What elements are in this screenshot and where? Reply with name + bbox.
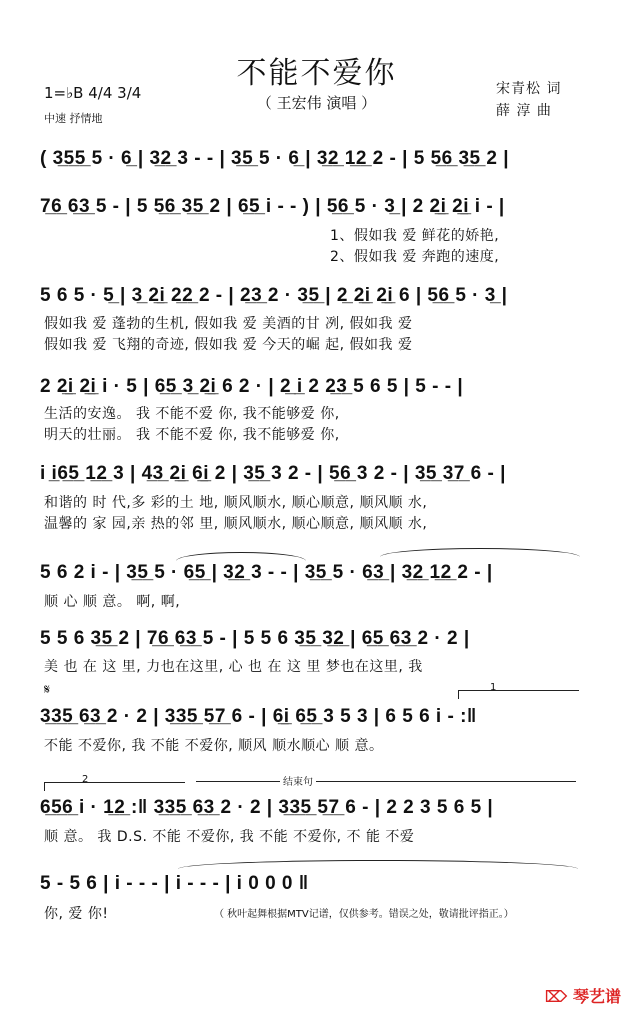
score-row-2-lyrics-verse1: 1、假如我 爱 鲜花的娇艳, bbox=[330, 228, 500, 244]
score-row-6-lyrics: 顺 心 顺 意。 啊, 啊, bbox=[44, 594, 181, 610]
volta-1-bracket bbox=[458, 690, 579, 699]
coda-line bbox=[196, 781, 576, 782]
coda-label: 结束句 bbox=[280, 773, 316, 788]
segno-sign: 𝄋 bbox=[44, 682, 51, 698]
score-row-1-notes: ( 3̲5̲5̲ 5 · 6̲ | 3̲2̲ 3 - - | 3̲5̲ 5 · 6̲ | 3̲2̲ 1̲2̲ 2 - | 5 5̲6̲ 3̲5̲ 2 | bbox=[40, 148, 510, 169]
score-row-9-notes: 6̲5̲6̲ i · 1̲2̲ :‖ 3̲3̲5̲ 6̲3̲ 2 · 2 | 3̲3̲5̲ 5̲7̲ 6 - | 2 2 3 5 6 5 | bbox=[40, 797, 494, 818]
transcription-note: （ 秋叶起舞根据MTV记谱，仅供参考。错误之处，敬请批评指正。） bbox=[214, 909, 514, 920]
slur-ah-2 bbox=[380, 548, 580, 557]
score-row-4-lyrics-verse1: 生活的安逸。 我 不能不爱 你, 我不能够爱 你, bbox=[44, 406, 340, 422]
score-row-5-lyrics-verse2: 温馨的 家 园,亲 热的邻 里, 顺风顺水, 顺心顺意, 顺风顺 水, bbox=[44, 516, 428, 532]
composer-credit: 薛 淳 曲 bbox=[496, 103, 552, 119]
tempo-marking: 中速 抒情地 bbox=[44, 112, 103, 125]
score-row-8-lyrics: 不能 不爱你, 我 不能 不爱你, 顺风 顺水顺心 顺 意。 bbox=[44, 738, 384, 754]
song-title: 不能不爱你 bbox=[236, 56, 397, 91]
score-row-3-lyrics-verse1: 假如我 爱 蓬勃的生机, 假如我 爱 美酒的甘 冽, 假如我 爱 bbox=[44, 316, 413, 332]
logo-text: 琴艺谱 bbox=[572, 987, 621, 1006]
score-row-7-notes: 5 5 6 3̲5̲ 2 | 7̲6̲ 6̲3̲ 5 - | 5 5 6 3̲5̲ 3̲2̲ | 6̲5̲ 6̲3̲ 2 · 2 | bbox=[40, 628, 470, 649]
volta-2-bracket bbox=[44, 782, 185, 791]
score-row-9-lyrics: 顺 意。 我 D.S. 不能 不爱你, 我 不能 不爱你, 不 能 不爱 bbox=[44, 829, 415, 845]
score-row-2-lyrics-verse2: 2、假如我 爱 奔跑的速度, bbox=[330, 249, 500, 265]
logo-icon: ⌦ bbox=[544, 987, 568, 1006]
score-row-8-notes: 3̲3̲5̲ 6̲3̲ 2 · 2 | 3̲3̲5̲ 5̲7̲ 6 - | 6̲i̲ 6̲5̲ 3 5 3 | 6 5 6 i - :‖ bbox=[40, 706, 477, 727]
site-logo bbox=[545, 984, 621, 1007]
score-row-4-lyrics-verse2: 明天的壮丽。 我 不能不爱 你, 我不能够爱 你, bbox=[44, 427, 340, 443]
score-row-10-notes: 5 - 5 6 | i - - - | i - - - | i 0 0 0 ‖ bbox=[40, 873, 309, 894]
key-signature: 1=♭B 4/4 3/4 bbox=[44, 84, 142, 102]
score-row-5-notes: i i̲6̲5̲ 1̲2̲ 3 | 4̲3̲ 2̲i̲ 6̲i̲ 2 | 3̲5̲ 3 2 - | 5̲6̲ 3 2 - | 3̲5̲ 3̲7̲ 6 - | bbox=[40, 463, 506, 484]
score-row-6-notes: 5 6 2 i - | 3̲5̲ 5 · 6̲5̲ | 3̲2̲ 3 - - | 3̲5̲ 5 · 6̲3̲ | 3̲2̲ 1̲2̲ 2 - | bbox=[40, 562, 493, 583]
score-row-3-notes: 5 6 5 · 5̲ | 3̲ 2̲i̲ 2̲2̲ 2 - | 2̲3̲ 2 · 3̲5̲ | 2̲ 2̲i̲ 2̲i̲ 6 | 5̲6̲ 5 · 3̲ | bbox=[40, 285, 508, 306]
long-slur bbox=[178, 860, 578, 869]
score-row-7-lyrics: 美 也 在 这 里, 力也在这里, 心 也 在 这 里 梦也在这里, 我 bbox=[44, 659, 423, 675]
volta-2-label: 2 bbox=[82, 774, 89, 785]
lyricist-credit: 宋青松 词 bbox=[496, 81, 562, 97]
score-row-2-notes: 7̲6̲ 6̲3̲ 5 - | 5 5̲6̲ 3̲5̲ 2 | 6̲5̲ i - - ) | 5̲6̲ 5 · 3̲ | 2 2̲i̲ 2̲i̲ i - | bbox=[40, 196, 505, 217]
volta-1-label: 1 bbox=[490, 682, 497, 693]
singer-subtitle: （ 王宏伟 演唱 ） bbox=[256, 94, 377, 112]
score-row-3-lyrics-verse2: 假如我 爱 飞翔的奇迹, 假如我 爱 今天的崛 起, 假如我 爱 bbox=[44, 337, 413, 353]
score-row-5-lyrics-verse1: 和谐的 时 代,多 彩的土 地, 顺风顺水, 顺心顺意, 顺风顺 水, bbox=[44, 495, 428, 511]
slur-ah-1 bbox=[176, 552, 306, 561]
score-row-10-lyrics: 你, 爱 你! bbox=[44, 906, 109, 922]
score-row-4-notes: 2 2̲i̲ 2̲i̲ i · 5 | 6̲5̲ 3̲ 2̲i̲ 6 2 · | 2̲ i̲ 2 2̲3̲ 5 6 5 | 5 - - | bbox=[40, 376, 464, 397]
